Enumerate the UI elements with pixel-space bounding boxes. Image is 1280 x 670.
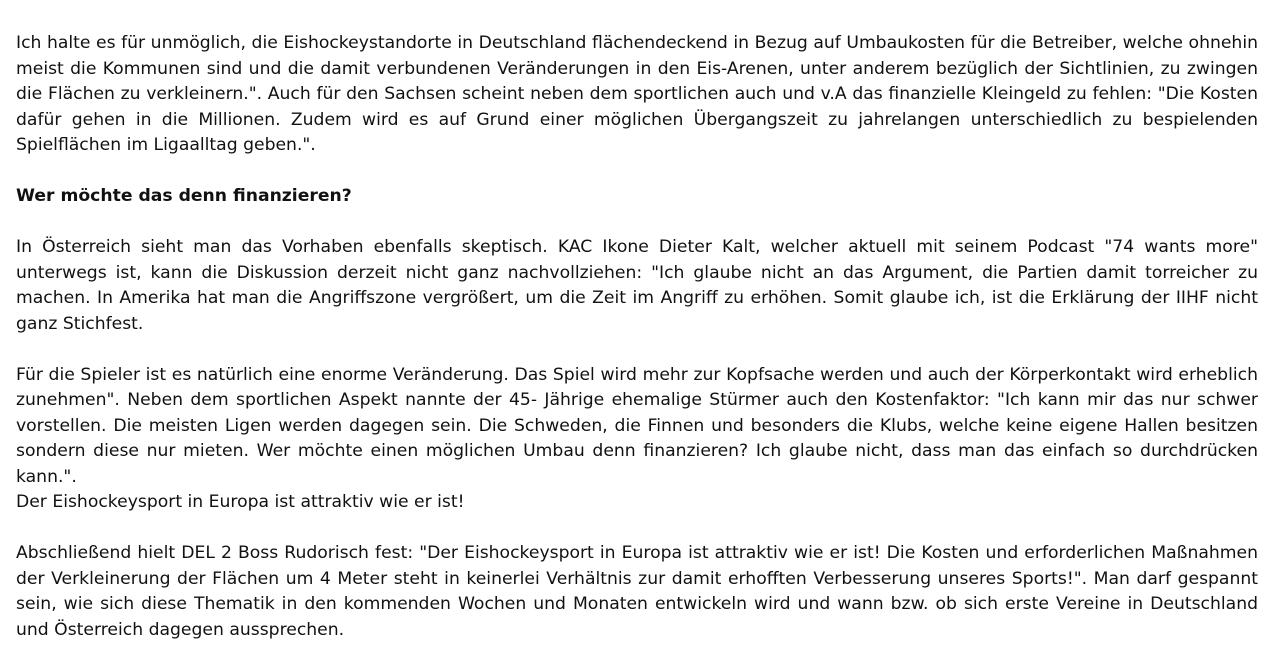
article-paragraph-3: Für die Spieler ist es natürlich eine enorme Veränderung. Das Spiel wird mehr zur Kopfsache werden und auch der Körperkontakt wird erheblich zunehmen". Neben dem sportlichen Aspekt nannte der 45- Jährige ehemalige Stürmer auch den Kostenfaktor: "Ich kann mir das nur schwer vorstellen. Die meisten Ligen werden dagegen sein. Die Schweden, die Finnen und besonders die Klubs, welche keine eigene Hallen besitzen sondern diese nur mieten. Wer möchte einen möglichen Umbau denn finanzieren? Ich glaube nicht, dass man das einfach so durchdrücken kann.". [16,364,1258,487]
article-paragraph-2: In Österreich sieht man das Vorhaben ebenfalls skeptisch. KAC Ikone Dieter Kalt, welcher aktuell mit seinem Podcast "74 wants more" unterwegs ist, kann die Diskussion derzeit nicht ganz nachvollziehen: "Ich glaube nicht an das Argument, die Partien damit torreicher zu machen. In Amerika hat man die Angriffszone vergrößert, um die Zeit im Angriff zu erhöhen. Somit glaube ich, ist die Erklärung der IIHF nicht ganz Stichfest. [16,237,1258,334]
article-heading: Wer möchte das denn finanzieren? [16,186,352,206]
article-paragraph-1: Ich halte es für unmöglich, die Eishockeystandorte in Deutschland flächendeckend in Bezug auf Umbaukosten für die Betreiber, welche ohnehin meist die Kommunen sind und die damit verbundenen Veränderungen in den Eis-Arenen, unter anderem bezüglich der Sichtlinien, zu zwingen die Flächen zu verkleinern.". Auch für den Sachsen scheint neben dem sportlichen auch und v.A das finanzielle Kleingeld zu fehlen: "Die Kosten dafür gehen in die Millionen. Zudem wird es auf Grund einer möglichen Übergangszeit zu jahrelangen unterschiedlich zu bespielenden Spielflächen im Ligaalltag geben.". [16,33,1258,155]
article-subline: Der Eishockeysport in Europa ist attraktiv wie er ist! [16,492,465,512]
article-paragraph-4: Abschließend hielt DEL 2 Boss Rudorisch fest: "Der Eishockeysport in Europa ist attraktiv wie er ist! Die Kosten und erforderlichen Maßnahmen der Verkleinerung der Flächen um 4 Meter steht in keinerlei Verhältnis zur damit erhofften Verbesserung unseres Sports!". Man darf gespannt sein, wie sich diese Thematik in den kommenden Wochen und Monaten entwickeln wird und wann bzw. ob sich erste Vereine in Deutschland und Österreich dagegen aussprechen. [16,543,1258,640]
